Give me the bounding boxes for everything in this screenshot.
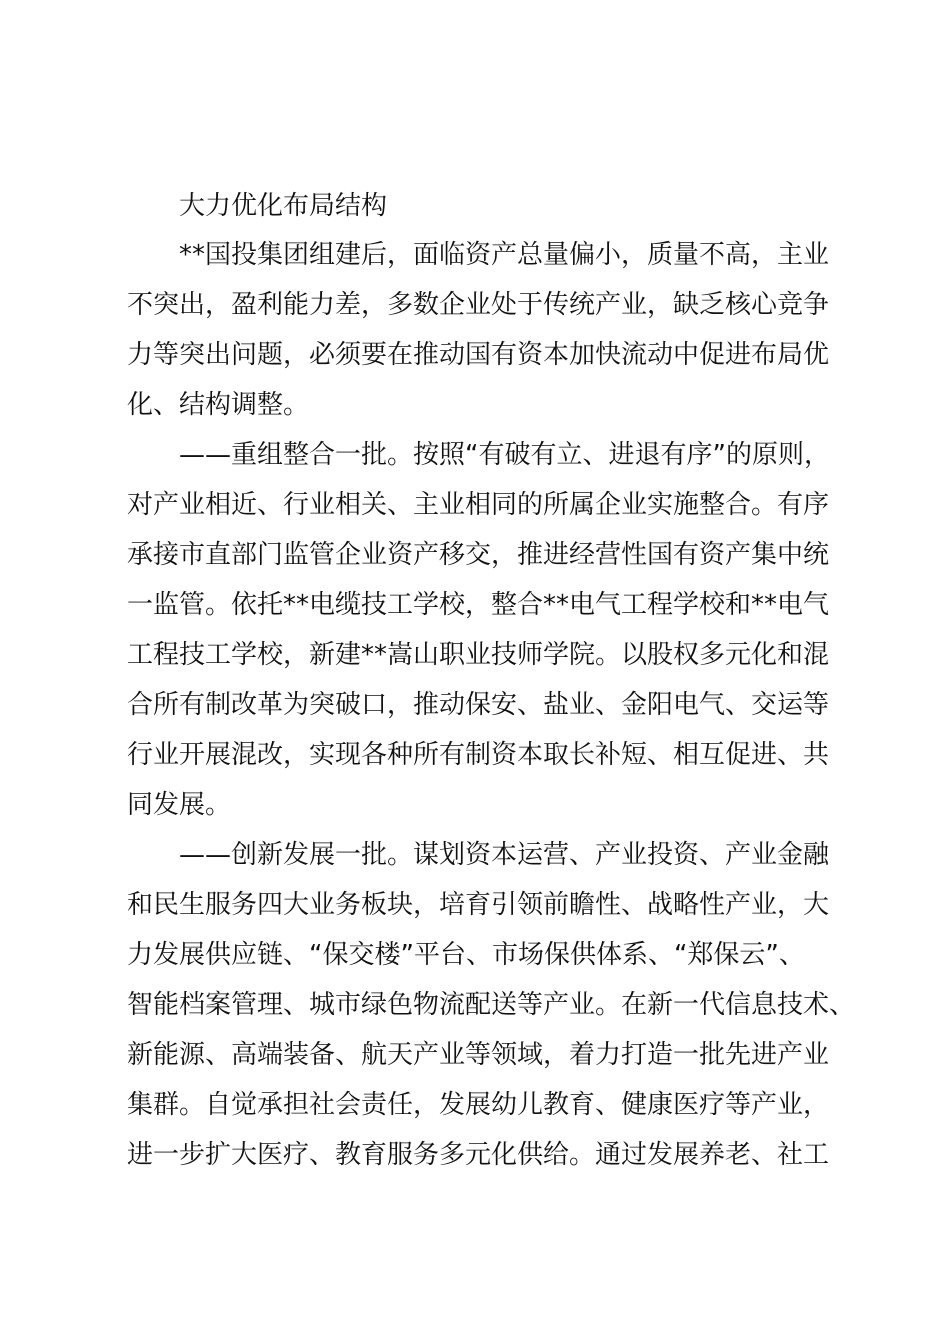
text-line: ——重组整合一批。按照“有破有立、进退有序”的原则， <box>179 440 830 470</box>
text-line: 承接市直部门监管企业资产移交，推进经营性国有资产集中统 <box>127 540 830 570</box>
text-line: 行业开展混改，实现各种所有制资本取长补短、相互促进、共 <box>127 740 830 770</box>
text-line: 工程技工学校，新建**嵩山职业技师学院。以股权多元化和混 <box>127 640 830 670</box>
text-line: 力等突出问题，必须要在推动国有资本加快流动中促进布局优 <box>127 340 830 370</box>
text-line: 智能档案管理、城市绿色物流配送等产业。在新一代信息技术、 <box>127 990 856 1020</box>
text-line: **国投集团组建后，面临资产总量偏小，质量不高，主业 <box>179 240 830 270</box>
text-line: ——创新发展一批。谋划资本运营、产业投资、产业金融 <box>179 840 830 870</box>
text-line: 同发展。 <box>127 790 232 820</box>
text-line: 合所有制改革为突破口，推动保安、盐业、金阳电气、交运等 <box>127 690 830 720</box>
text-line: 和民生服务四大业务板块，培育引领前瞻性、战略性产业，大 <box>127 890 830 920</box>
section-heading: 大力优化布局结构 <box>179 191 388 221</box>
text-line: 一监管。依托**电缆技工学校，整合**电气工程学校和**电气 <box>127 590 830 620</box>
text-line: 对产业相近、行业相关、主业相同的所属企业实施整合。有序 <box>127 490 830 520</box>
text-line: 力发展供应链、“保交楼”平台、市场保供体系、“郑保云”、 <box>127 940 805 970</box>
text-line: 进一步扩大医疗、教育服务多元化供给。通过发展养老、社工 <box>127 1140 830 1170</box>
text-line: 新能源、高端装备、航天产业等领域，着力打造一批先进产业 <box>127 1040 830 1070</box>
text-line: 不突出，盈利能力差，多数企业处于传统产业，缺乏核心竞争 <box>127 290 830 320</box>
text-line: 集群。自觉承担社会责任，发展幼儿教育、健康医疗等产业， <box>127 1090 830 1120</box>
text-line: 化、结构调整。 <box>127 390 310 420</box>
